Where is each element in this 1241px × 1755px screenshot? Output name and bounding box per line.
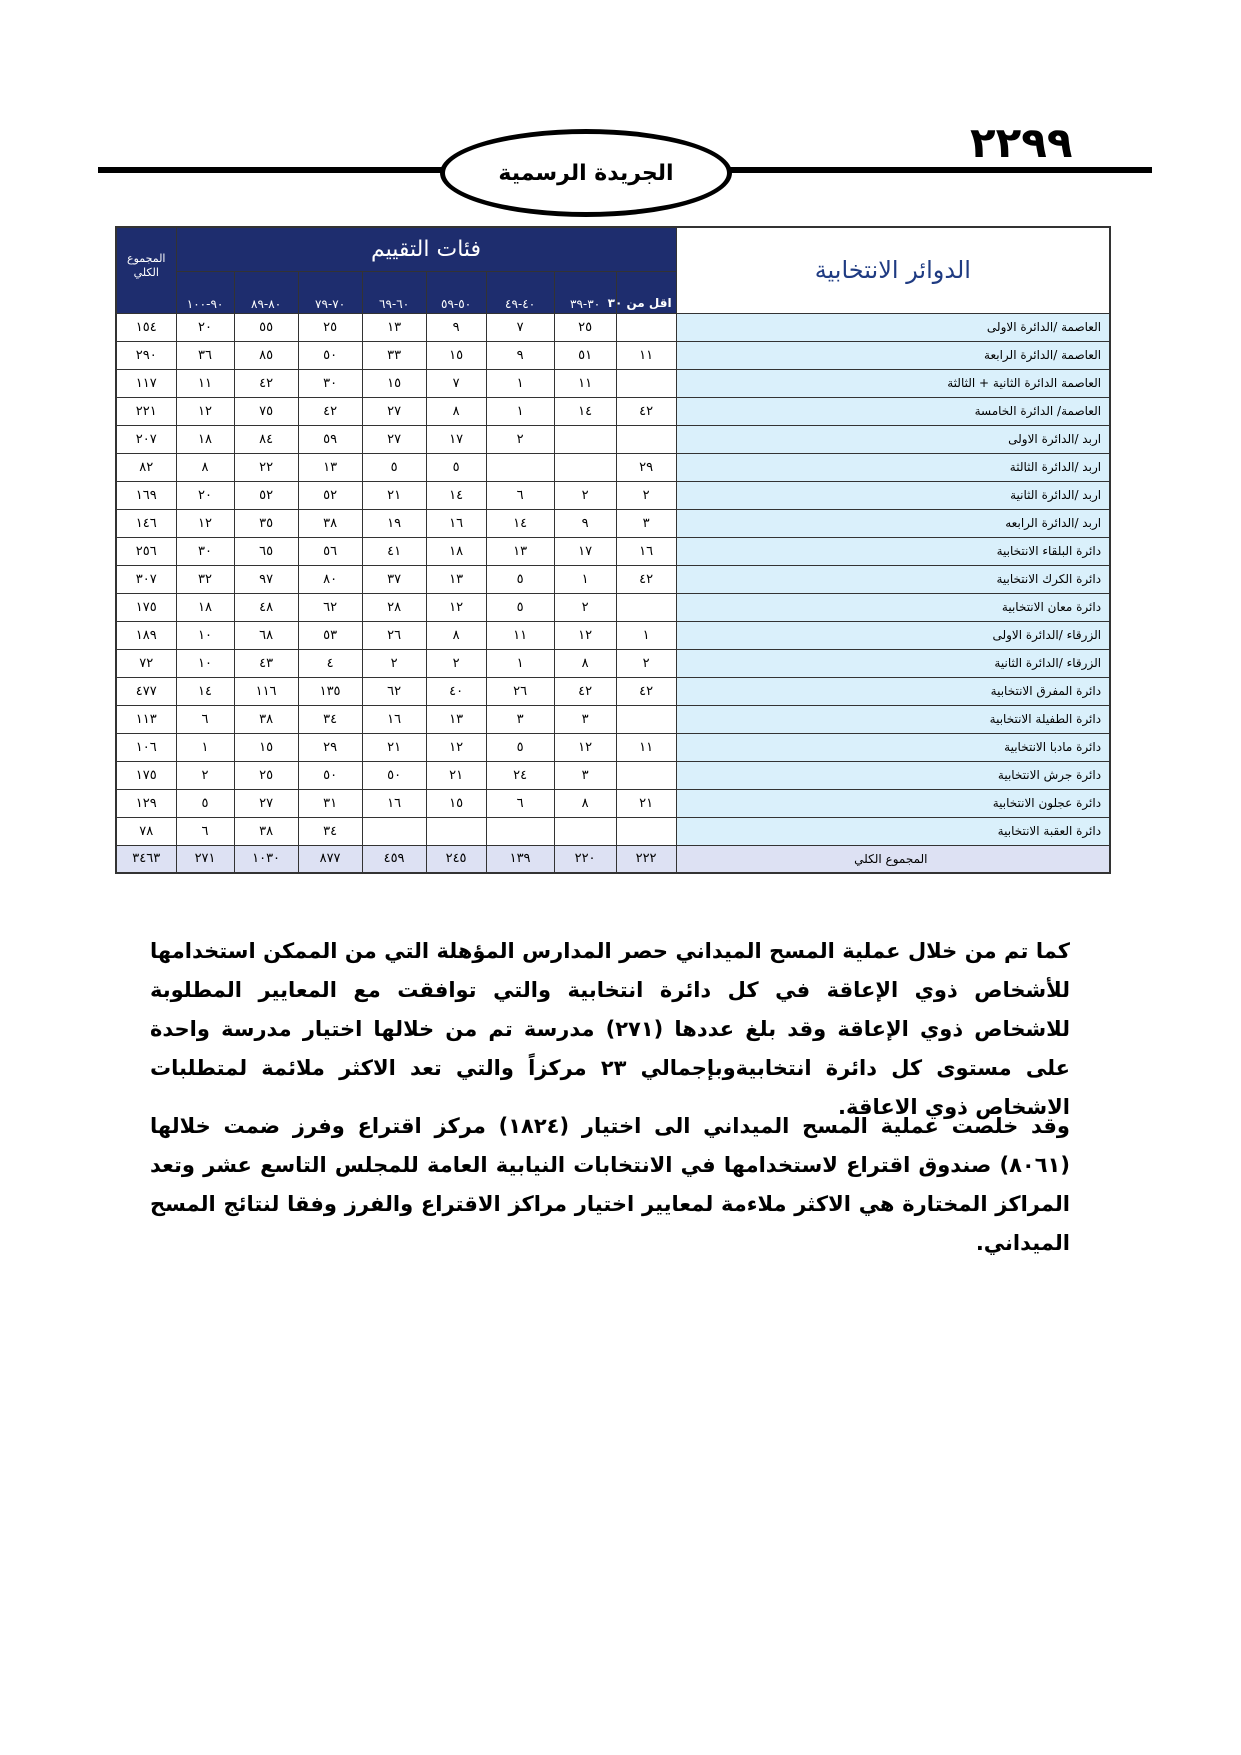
paragraph-polling-centers: وقد خلصت عملية المسح الميداني الى اختيار (١٨٢٤) مركز اقتراع وفرز ضمت خلالها (٨٠٦١) صندوق اقتراع لاستخدامها في الانتخابات النيابية العامة للمجلس التاسع عشر وتعد المراكز المختارة هي الاكثر ملاءمة لمعايير اختيار مراكز الاقتراع والفرز وفقا لنتائج المسح الميداني. [150, 1114, 1070, 1255]
range-header: اقل من ٣٠ [616, 271, 676, 313]
range-count-cell: ٣٥ [234, 509, 298, 537]
range-count-cell: ١٣٥ [298, 677, 362, 705]
range-count-cell: ٢٤٥ [426, 845, 486, 873]
range-header: ٧٠-٧٩ [298, 271, 362, 313]
range-count-cell: ١٨ [426, 537, 486, 565]
range-count-cell: ١٨ [176, 593, 234, 621]
range-count-cell: ١٦ [362, 789, 426, 817]
range-count-cell: ١١ [616, 341, 676, 369]
district-name: دائرة العقبة الانتخابية [676, 817, 1110, 845]
range-count-cell: ٧ [486, 313, 554, 341]
district-name: الزرقاء /الدائرة الاولى [676, 621, 1110, 649]
row-total-cell: ١٦٩ [116, 481, 176, 509]
range-count-cell: ١٨ [176, 425, 234, 453]
range-count-cell: ١١ [554, 369, 616, 397]
range-count-cell: ٢٩ [616, 453, 676, 481]
range-count-cell: ٩ [486, 341, 554, 369]
table-row [116, 509, 1110, 537]
range-count-cell: ٢ [176, 761, 234, 789]
district-name: دائرة البلقاء الانتخابية [676, 537, 1110, 565]
range-count-cell: ٥٥ [234, 313, 298, 341]
range-count-cell: ٧٥ [234, 397, 298, 425]
range-count-cell: ٣٤ [298, 817, 362, 845]
range-count-cell: ٣٦ [176, 341, 234, 369]
range-count-cell: ١٢ [176, 509, 234, 537]
range-count-cell: ٥٩ [298, 425, 362, 453]
range-count-cell: ٣٨ [298, 509, 362, 537]
row-total-cell: ١٢٩ [116, 789, 176, 817]
range-count-cell: ٥١ [554, 341, 616, 369]
table-row [116, 761, 1110, 789]
range-count-cell: ٥٣ [298, 621, 362, 649]
table-row [116, 621, 1110, 649]
range-count-cell: ٤٥٩ [362, 845, 426, 873]
range-count-cell: ٦ [176, 817, 234, 845]
range-count-cell: ٩ [426, 313, 486, 341]
range-count-cell: ٤٢ [234, 369, 298, 397]
range-count-cell: ٥٢ [298, 481, 362, 509]
range-count-cell: ٣٨ [234, 705, 298, 733]
range-count-cell: ٦٢ [298, 593, 362, 621]
range-count-cell: ١٤ [486, 509, 554, 537]
district-name: اربد /الدائرة الرابعه [676, 509, 1110, 537]
range-count-cell: ٣ [554, 761, 616, 789]
district-name: دائرة جرش الانتخابية [676, 761, 1110, 789]
range-count-cell: ٢٧ [362, 425, 426, 453]
range-count-cell: ١ [554, 565, 616, 593]
row-total-cell: ٤٧٧ [116, 677, 176, 705]
district-name: اربد /الدائرة الثانية [676, 481, 1110, 509]
range-count-cell: ٥ [362, 453, 426, 481]
range-count-cell: ٨٥ [234, 341, 298, 369]
range-count-cell [554, 453, 616, 481]
range-count-cell: ١ [486, 649, 554, 677]
row-total-cell: ١٨٩ [116, 621, 176, 649]
range-count-cell: ١ [616, 621, 676, 649]
range-count-cell: ١٧ [426, 425, 486, 453]
range-count-cell [486, 453, 554, 481]
range-count-cell: ٢٠ [176, 313, 234, 341]
range-count-cell: ١٥ [426, 341, 486, 369]
total-column-header: المجموع الكلي [116, 227, 176, 313]
row-total-cell: ١٠٦ [116, 733, 176, 761]
range-count-cell: ٦٥ [234, 537, 298, 565]
range-count-cell: ٢ [554, 481, 616, 509]
range-count-cell: ١٩ [362, 509, 426, 537]
range-count-cell: ١٣ [298, 453, 362, 481]
range-count-cell [616, 369, 676, 397]
masthead-oval [440, 129, 732, 217]
range-count-cell: ٣ [616, 509, 676, 537]
range-count-cell [554, 817, 616, 845]
range-count-cell: ٢ [426, 649, 486, 677]
category-header: فئات التقييم [176, 227, 676, 271]
page-number: ٢٢٩٩ [970, 118, 1073, 167]
range-count-cell: ٣٢ [176, 565, 234, 593]
masthead-title: الجريدة الرسمية [498, 160, 674, 186]
range-count-cell: ٢٢ [234, 453, 298, 481]
range-count-cell [616, 313, 676, 341]
range-count-cell: ٣٨ [234, 817, 298, 845]
range-count-cell: ٢٥ [234, 761, 298, 789]
total-row [116, 845, 1110, 873]
range-header: ٦٠-٦٩ [362, 271, 426, 313]
range-count-cell: ٨ [426, 621, 486, 649]
range-count-cell: ٢٧ [234, 789, 298, 817]
range-count-cell: ٤٣ [234, 649, 298, 677]
range-count-cell: ١١ [616, 733, 676, 761]
row-total-cell: ١٧٥ [116, 761, 176, 789]
range-count-cell: ١٦ [616, 537, 676, 565]
range-count-cell: ٤٠ [426, 677, 486, 705]
range-count-cell [616, 593, 676, 621]
range-count-cell: ٤٢ [616, 677, 676, 705]
district-name: دائرة الطفيلة الانتخابية [676, 705, 1110, 733]
range-count-cell: ٢٦ [362, 621, 426, 649]
range-count-cell: ٤٢ [616, 397, 676, 425]
district-name: اربد /الدائرة الثالثة [676, 453, 1110, 481]
range-count-cell: ٣٧ [362, 565, 426, 593]
range-count-cell: ١ [176, 733, 234, 761]
row-total-cell: ١١٧ [116, 369, 176, 397]
range-count-cell: ٢ [486, 425, 554, 453]
range-count-cell: ١٠ [176, 649, 234, 677]
range-count-cell: ٢٧ [362, 397, 426, 425]
range-count-cell: ٢٤ [486, 761, 554, 789]
range-count-cell [426, 817, 486, 845]
range-header: ٨٠-٨٩ [234, 271, 298, 313]
range-count-cell: ١١ [176, 369, 234, 397]
row-total-cell: ٧٨ [116, 817, 176, 845]
district-rating-table [115, 226, 1111, 874]
row-total-cell: ٨٢ [116, 453, 176, 481]
range-count-cell: ٨ [176, 453, 234, 481]
range-count-cell: ٥٠ [362, 761, 426, 789]
range-count-cell: ٦ [176, 705, 234, 733]
range-count-cell: ١٢ [554, 621, 616, 649]
range-count-cell: ١٦ [362, 705, 426, 733]
district-name: دائرة الكرك الانتخابية [676, 565, 1110, 593]
range-count-cell: ٣١ [298, 789, 362, 817]
range-count-cell: ١٣ [426, 705, 486, 733]
paragraph-accessible-schools: كما تم من خلال عملية المسح الميداني حصر المدارس المؤهلة التي من الممكن استخدامها للأشخاص ذوي الإعاقة في كل دائرة انتخابية والتي توافقت مع المعايير المطلوبة للاشخاص ذوي الإعاقة وقد بلغ عددها (٢٧١) مدرسة تم من خلالها اختيار مدرسة واحدة على مستوى كل دائرة انتخابيةوبإجمالي ٢٣ مركزاً والتي تعد الاكثر ملائمة لمتطلبات الاشخاص ذوي الاعاقة. [150, 939, 1070, 1119]
table-row [116, 425, 1110, 453]
range-count-cell: ٣٣ [362, 341, 426, 369]
table-row [116, 453, 1110, 481]
range-count-cell: ١٣ [426, 565, 486, 593]
range-count-cell: ١٢ [176, 397, 234, 425]
range-count-cell: ٦ [486, 789, 554, 817]
range-count-cell: ١١ [486, 621, 554, 649]
range-count-cell: ١٠ [176, 621, 234, 649]
district-name: العاصمة /الدائرة الاولى [676, 313, 1110, 341]
range-count-cell: ٢٢٠ [554, 845, 616, 873]
range-count-cell: ١٤ [554, 397, 616, 425]
range-count-cell: ٤٢ [298, 397, 362, 425]
range-count-cell: ٣٤ [298, 705, 362, 733]
range-count-cell: ٢٠ [176, 481, 234, 509]
row-total-cell: ٧٢ [116, 649, 176, 677]
table-row [116, 677, 1110, 705]
range-count-cell: ١٠٣٠ [234, 845, 298, 873]
range-count-cell [362, 817, 426, 845]
range-count-cell: ٥ [486, 733, 554, 761]
range-count-cell: ٨ [554, 789, 616, 817]
range-count-cell: ٢١ [362, 733, 426, 761]
range-count-cell: ٢٢٢ [616, 845, 676, 873]
range-count-cell [554, 425, 616, 453]
range-count-cell: ٨ [554, 649, 616, 677]
range-count-cell: ٨٠ [298, 565, 362, 593]
row-total-cell: ٣٤٦٣ [116, 845, 176, 873]
row-total-cell: ١٥٤ [116, 313, 176, 341]
range-count-cell: ٨٧٧ [298, 845, 362, 873]
range-count-cell: ٢ [554, 593, 616, 621]
range-count-cell: ٥ [486, 593, 554, 621]
table-row [116, 341, 1110, 369]
range-count-cell: ٢٦ [486, 677, 554, 705]
range-count-cell: ٢١ [426, 761, 486, 789]
table-row [116, 789, 1110, 817]
range-count-cell: ٩ [554, 509, 616, 537]
range-count-cell: ٦ [486, 481, 554, 509]
range-count-cell: ٥٠ [298, 761, 362, 789]
range-count-cell: ٤٢ [554, 677, 616, 705]
row-total-cell: ١٤٦ [116, 509, 176, 537]
range-count-cell: ٧ [426, 369, 486, 397]
row-total-cell: ١١٣ [116, 705, 176, 733]
range-header: ٤٠-٤٩ [486, 271, 554, 313]
district-name: دائرة المفرق الانتخابية [676, 677, 1110, 705]
range-count-cell [486, 817, 554, 845]
district-name: اربد /الدائرة الاولى [676, 425, 1110, 453]
range-count-cell: ١٣ [486, 537, 554, 565]
table-row [116, 649, 1110, 677]
range-count-cell: ٢٥ [554, 313, 616, 341]
range-count-cell: ٩٧ [234, 565, 298, 593]
range-count-cell: ١٣٩ [486, 845, 554, 873]
range-count-cell: ٨٤ [234, 425, 298, 453]
range-count-cell [616, 705, 676, 733]
range-count-cell: ٢١ [616, 789, 676, 817]
range-count-cell: ١٥ [362, 369, 426, 397]
range-count-cell: ٢٧١ [176, 845, 234, 873]
range-count-cell: ٦٢ [362, 677, 426, 705]
table-row [116, 369, 1110, 397]
table-row [116, 817, 1110, 845]
range-count-cell: ٢٥ [298, 313, 362, 341]
table-row [116, 397, 1110, 425]
row-total-cell: ٢٠٧ [116, 425, 176, 453]
range-count-cell: ١٤ [426, 481, 486, 509]
range-count-cell: ٢٨ [362, 593, 426, 621]
table-row [116, 593, 1110, 621]
range-count-cell: ٥٢ [234, 481, 298, 509]
range-count-cell: ٣٠ [176, 537, 234, 565]
range-count-cell: ٢٩ [298, 733, 362, 761]
district-name: العاصمة الدائرة الثانية + الثالثة [676, 369, 1110, 397]
range-count-cell: ١٣ [362, 313, 426, 341]
table-row [116, 565, 1110, 593]
total-label: المجموع الكلي [676, 845, 1110, 873]
row-total-cell: ١٧٥ [116, 593, 176, 621]
table-row [116, 733, 1110, 761]
range-count-cell: ٦٨ [234, 621, 298, 649]
range-count-cell: ١٢ [554, 733, 616, 761]
table-row [116, 537, 1110, 565]
range-count-cell: ٥٦ [298, 537, 362, 565]
range-count-cell: ٨ [426, 397, 486, 425]
row-total-cell: ٢٥٦ [116, 537, 176, 565]
range-header: ٩٠-١٠٠ [176, 271, 234, 313]
range-count-cell: ٢ [362, 649, 426, 677]
range-count-cell: ١٥ [426, 789, 486, 817]
district-name: العاصمة /الدائرة الرابعة [676, 341, 1110, 369]
table-row [116, 313, 1110, 341]
range-count-cell: ١ [486, 369, 554, 397]
district-name: دائرة عجلون الانتخابية [676, 789, 1110, 817]
range-count-cell: ١٢ [426, 733, 486, 761]
range-count-cell: ١٧ [554, 537, 616, 565]
table-row [116, 705, 1110, 733]
row-total-cell: ٢٢١ [116, 397, 176, 425]
range-count-cell: ١٥ [234, 733, 298, 761]
range-count-cell: ٢ [616, 481, 676, 509]
row-total-cell: ٣٠٧ [116, 565, 176, 593]
row-total-cell: ٢٩٠ [116, 341, 176, 369]
district-name: دائرة مادبا الانتخابية [676, 733, 1110, 761]
range-count-cell: ٥٠ [298, 341, 362, 369]
range-count-cell [616, 425, 676, 453]
range-count-cell: ٤٨ [234, 593, 298, 621]
district-name: العاصمة/ الدائرة الخامسة [676, 397, 1110, 425]
range-count-cell: ١٢ [426, 593, 486, 621]
range-count-cell: ٢ [616, 649, 676, 677]
table-row [116, 481, 1110, 509]
range-count-cell: ١١٦ [234, 677, 298, 705]
range-count-cell: ٤ [298, 649, 362, 677]
range-count-cell: ٣ [486, 705, 554, 733]
range-count-cell: ٥ [486, 565, 554, 593]
range-count-cell: ١٦ [426, 509, 486, 537]
district-name: الزرقاء /الدائرة الثانية [676, 649, 1110, 677]
district-column-header: الدوائر الانتخابية [676, 227, 1110, 313]
table-body [116, 313, 1110, 873]
range-header: ٥٠-٥٩ [426, 271, 486, 313]
range-count-cell: ٥ [176, 789, 234, 817]
range-count-cell: ٥ [426, 453, 486, 481]
range-count-cell: ١٤ [176, 677, 234, 705]
range-count-cell: ٤١ [362, 537, 426, 565]
range-count-cell: ٢١ [362, 481, 426, 509]
range-count-cell [616, 817, 676, 845]
range-count-cell: ٤٢ [616, 565, 676, 593]
range-count-cell: ٣٠ [298, 369, 362, 397]
range-count-cell: ١ [486, 397, 554, 425]
range-count-cell: ٣ [554, 705, 616, 733]
range-header: ٣٠-٣٩ [554, 271, 616, 313]
range-count-cell [616, 761, 676, 789]
district-name: دائرة معان الانتخابية [676, 593, 1110, 621]
